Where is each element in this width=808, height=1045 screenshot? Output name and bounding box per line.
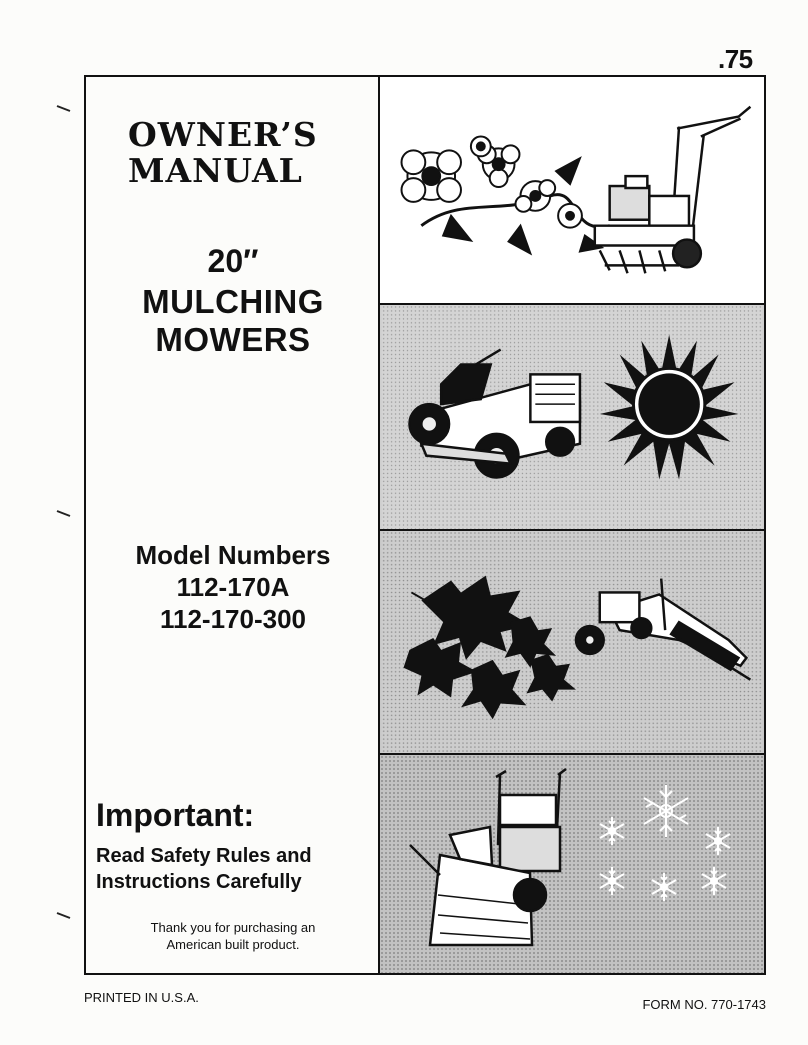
model-numbers [86, 539, 380, 635]
important-heading: Important: [96, 797, 255, 833]
thanks-line-1: Thank you for purchasing an [150, 920, 316, 935]
product-line-1: MULCHING [142, 283, 324, 320]
cover-frame [84, 75, 766, 975]
price: .75 [718, 44, 753, 74]
binding-mark-icon [56, 508, 72, 518]
manual-title [128, 117, 368, 189]
binding-mark-icon [56, 103, 72, 113]
leaves-and-log-splitter-icon [380, 531, 764, 755]
printed-in-notice: PRINTED IN U.S.A. [84, 990, 199, 1005]
safety-line-1: Read Safety Rules and [96, 845, 312, 867]
illustration-column [380, 77, 764, 973]
text-column [86, 77, 380, 973]
flowers-and-tiller-icon [380, 77, 764, 305]
thank-you-note [86, 919, 380, 953]
mower-size: 20″ [207, 243, 259, 279]
lawn-tractor-and-sun-icon [380, 305, 764, 531]
safety-notice [96, 843, 380, 895]
product-name [86, 283, 380, 359]
form-number: FORM NO. 770-1743 [642, 997, 766, 1012]
binding-mark-icon [56, 910, 72, 920]
model-heading: Model Numbers [135, 540, 331, 570]
model-number: 112-170A [176, 572, 290, 602]
model-number: 112-170-300 [159, 604, 307, 634]
title-line-2: MANUAL [128, 151, 303, 190]
snow-thrower-and-snowflakes-icon [380, 755, 764, 973]
safety-line-2: Instructions Carefully [96, 871, 302, 893]
title-line-1: OWNER’S [128, 115, 318, 154]
product-line-2: MOWERS [155, 321, 311, 358]
thanks-line-2: American built product. [166, 937, 300, 952]
